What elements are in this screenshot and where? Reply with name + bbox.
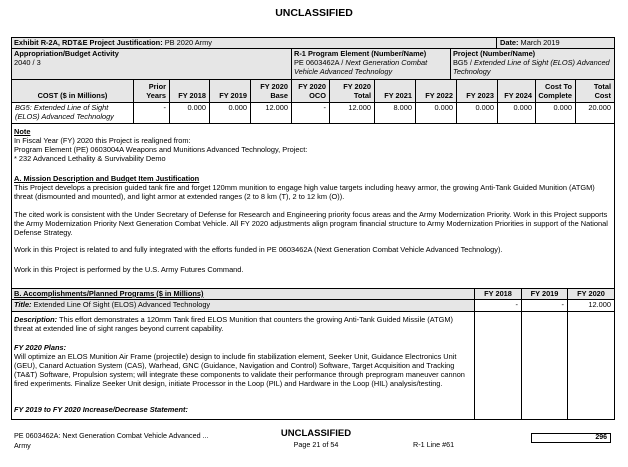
program-element-label: R-1 Program Element (Number/Name) <box>294 49 427 58</box>
mission-paragraph: This Project develops a precision guided tank fire and forget 120mm munition to engage high value targets including heavy armor, the growing Anti-Tank Guided Munition (ATGM) threat (dismounted and mounted), and light armor at extended ranges (2 to 8 km (T), 2 to 12 km (O)). <box>14 183 595 201</box>
fy2019-value: - <box>561 300 564 309</box>
footer-page: Page 21 of 54 <box>293 440 339 449</box>
fy2018-header: FY 2018 <box>484 289 512 298</box>
cost-value-cell: - <box>163 103 166 112</box>
page-number-box: 296 <box>531 433 611 443</box>
cost-value-cell: 0.000 <box>228 103 247 112</box>
accomplishment-description: Description: This effort demonstrates a 120mm Tank fired ELOS Munition that counters the growing Anti-Tank Guided Missile (ATGM) threat at extended line of sight ranges beyond current capability. <box>14 315 453 333</box>
mission-title: A. Mission Description and Budget Item Justification <box>14 174 200 183</box>
cost-value-cell: 8.000 <box>393 103 412 112</box>
cost-header-cell: FY 2019 <box>219 91 247 101</box>
plans-label: FY 2020 Plans: <box>14 343 67 352</box>
cost-value-cell: 0.000 <box>475 103 494 112</box>
footer-pe: PE 0603462A: Next Generation Combat Vehicle Advanced ... <box>14 431 209 440</box>
divider <box>450 49 451 80</box>
cost-value-cell: 20.000 <box>588 103 611 112</box>
mission-paragraph: The cited work is consistent with the Under Secretary of Defense for Research and Engineering priority focus areas and the Army Modernization Priority. Work in this Project supports the Army Modernization Priority Next Generation Combat Vehicle. All FY 2020 adjustments align program financial structure to Army Modernization Priorities in support of the National Defense Strategy. <box>14 210 608 237</box>
mission-paragraph: Work in this Project is related to and fully integrated with the efforts funded in PE 0603462A (Next Generation Combat Vehicle Advanced Technology). <box>14 245 503 254</box>
note-line: * 232 Advanced Lethality & Survivability Demo <box>14 154 166 163</box>
cost-value-cell: 0.000 <box>434 103 453 112</box>
cost-value-cell: 0.000 <box>513 103 532 112</box>
project-value: BG5 / Extended Line of Sight (ELOS) Advanced Technology <box>453 58 610 76</box>
cost-header-cell: FY 2023 <box>466 91 494 101</box>
cost-header-cell: FY 2020 Total <box>343 82 371 101</box>
cost-header-cell: COST ($ in Millions) <box>37 91 108 101</box>
accomplishments-title: B. Accomplishments/Planned Programs ($ in Millions) <box>14 289 204 298</box>
cost-value-cell: 12.000 <box>265 103 288 112</box>
increase-decrease-label: FY 2019 to FY 2020 Increase/Decrease Statement: <box>14 405 188 414</box>
classification-header: UNCLASSIFIED <box>275 7 353 19</box>
appropriation-label: Appropriation/Budget Activity <box>14 49 119 58</box>
cost-header-cell: FY 2024 <box>504 91 532 101</box>
cost-header-cell: Total Cost <box>593 82 611 101</box>
accomplishment-title: Title: Extended Line Of Sight (ELOS) Advanced Technology <box>14 300 211 309</box>
date: Date: March 2019 <box>500 38 560 47</box>
cost-header-cell: Prior Years <box>146 82 166 101</box>
cost-header-cell: Cost To Complete <box>538 82 572 101</box>
fy2019-header: FY 2019 <box>530 289 559 298</box>
appropriation-value: 2040 / 3 <box>14 58 41 67</box>
cost-value-cell: 0.000 <box>187 103 206 112</box>
note-line: In Fiscal Year (FY) 2020 this Project is realigned from: <box>14 136 191 145</box>
cost-value-cell: - <box>323 103 326 112</box>
fy2018-value: - <box>515 300 518 309</box>
exhibit-label: Exhibit R-2A, RDT&E Project Justification: PB 2020 Army <box>14 38 212 47</box>
divider <box>291 49 292 80</box>
cost-value-cell: 12.000 <box>348 103 371 112</box>
footer-r1-line: R-1 Line #61 <box>413 440 455 449</box>
footer-army: Army <box>14 441 31 450</box>
cost-row-label: BG5: Extended Line of Sight (ELOS) Advanced Technology <box>15 103 114 121</box>
cost-header-cell: FY 2018 <box>178 91 206 101</box>
cost-header-cell: FY 2022 <box>425 91 453 101</box>
plans-text: Will optimize an ELOS Munition Air Frame (projectile) design to include fin stabilization element, Seeker Unit, Guidance Electronics Unit (GEU), Canard Actuation System (CAS), Warhead, GNC (Guidance, Navigation and Control) Software, Target Acquisition and Tracking (TA&T) Software, Propulsion system; will integrate these components to validate their performance through preprogram maneuver cannon fired experiments. Finalize Seeker Unit design, initiate Processor in the Loop (PIL) and Hardware in the Loop (HIL) analysis/testing. <box>14 352 465 388</box>
note-line: Program Element (PE) 0603004A Weapons and Munitions Advanced Technology, Project: <box>14 145 308 154</box>
divider <box>12 311 614 312</box>
note-title: Note <box>14 127 31 136</box>
cost-header-cell: FY 2020 Base <box>260 82 288 101</box>
cost-header-cell: FY 2020 OCO <box>298 82 326 101</box>
project-label: Project (Number/Name) <box>453 49 536 58</box>
fy2020-header: FY 2020 <box>577 289 605 298</box>
cost-header-cell: FY 2021 <box>384 91 412 101</box>
program-element-value: PE 0603462A / Next Generation Combat Vehicle Advanced Technology <box>294 58 428 76</box>
footer-classification: UNCLASSIFIED <box>280 428 352 439</box>
fy2020-value: 12.000 <box>588 300 611 309</box>
cost-value-cell: 0.000 <box>553 103 572 112</box>
divider <box>496 38 497 49</box>
mission-paragraph: Work in this Project is performed by the U.S. Army Futures Command. <box>14 265 244 274</box>
